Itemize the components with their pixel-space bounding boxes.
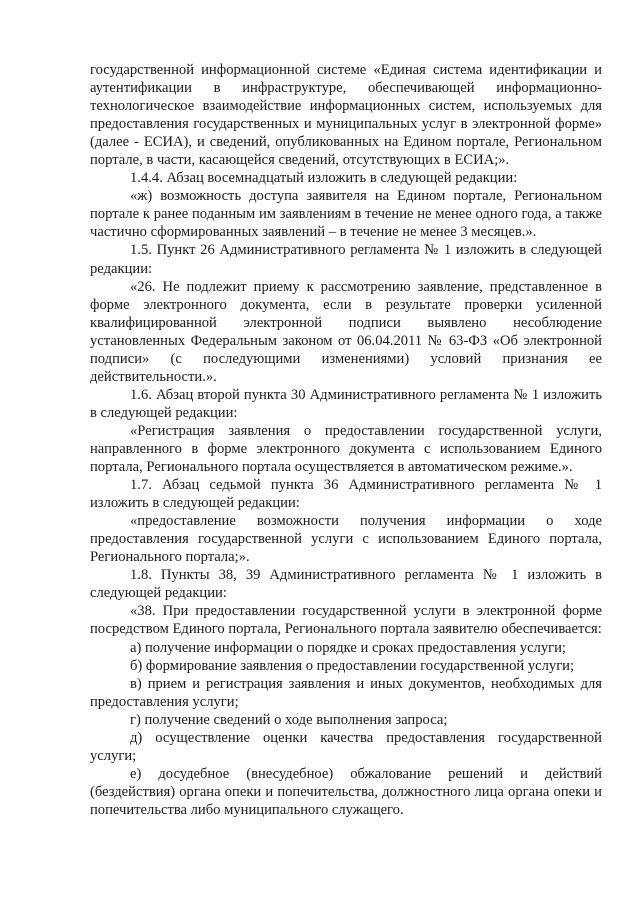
paragraph-1-7: 1.7. Абзац седьмой пункта 36 Административного регламента № 1 изложить в следующей редакции: (90, 477, 602, 512)
paragraph-1-4-4: 1.4.4. Абзац восемнадцатый изложить в следующей редакции: (130, 170, 518, 187)
paragraph-1-8: 1.8. Пункты 38, 39 Административного регламента № 1 изложить в следующей редакции: (90, 567, 602, 602)
list-item-g: г) получение сведений о ходе выполнения запроса; (130, 711, 448, 728)
list-item-d: д) осуществление оценки качества предоставления государственной услуги; (90, 729, 602, 764)
paragraph-esia-continuation: государственной информационной системе «Единая система идентификации и аутентификации в инфраструктуре, обеспечивающей информационно-технологическое взаимодействие информационных систем, используемых для предоставления государственных и муниципальных услуг в электронной форме» (далее - ЕСИА), и сведений, опубликованных на Едином портале, Региональном портале, в части, касающейся сведений, отсутствующих в ЕСИА;». (90, 62, 602, 169)
list-item-a: а) получение информации о порядке и сроках предоставления услуги; (130, 639, 566, 656)
paragraph-1-6: 1.6. Абзац второй пункта 30 Административного регламента № 1 изложить в следующей редакции: (90, 386, 602, 421)
paragraph-quote-zh: «ж) возможность доступа заявителя на Едином портале, Региональном портале к ранее поданным им заявлениям в течение не менее одного года, а также частично сформированных заявлений – в течение не менее 3 месяцев.». (90, 188, 602, 241)
list-item-b: б) формирование заявления о предоставлении государственной услуги; (130, 657, 575, 674)
paragraph-quote-38: «38. При предоставлении государственной услуги в электронной форме посредством Единого портала, Регионального портала заявителю обеспечивается: (90, 603, 602, 638)
paragraph-quote-26: «26. Не подлежит приему к рассмотрению заявление, представленное в форме электронного документа, если в результате проверки усиленной квалифицированной электронной подписи выявлено несоблюдение установленных Федеральным законом от 06.04.2011 № 63-ФЗ «Об электронной подписи» (с последующими изменениями) условий признания ее действительности.». (90, 278, 602, 385)
document-body (90, 61, 602, 819)
list-item-v: в) прием и регистрация заявления и иных документов, необходимых для предоставления услуги; (90, 675, 602, 710)
list-item-e: е) досудебное (внесудебное) обжалование решений и действий (бездействия) органа опеки и попечительства, должностного лица органа опеки и попечительства либо муниципального служащего. (90, 765, 602, 818)
paragraph-1-5: 1.5. Пункт 26 Административного регламента № 1 изложить в следующей редакции: (90, 242, 602, 277)
paragraph-quote-info: «предоставление возможности получения информации о ходе предоставления государственной услуги с использованием Единого портала, Регионального портала;». (90, 513, 602, 566)
paragraph-quote-registration: «Регистрация заявления о предоставлении государственной услуги, направленного в форме электронного документа с использованием Единого портала, Регионального портала осуществляется в автоматическом режиме.». (90, 422, 602, 476)
